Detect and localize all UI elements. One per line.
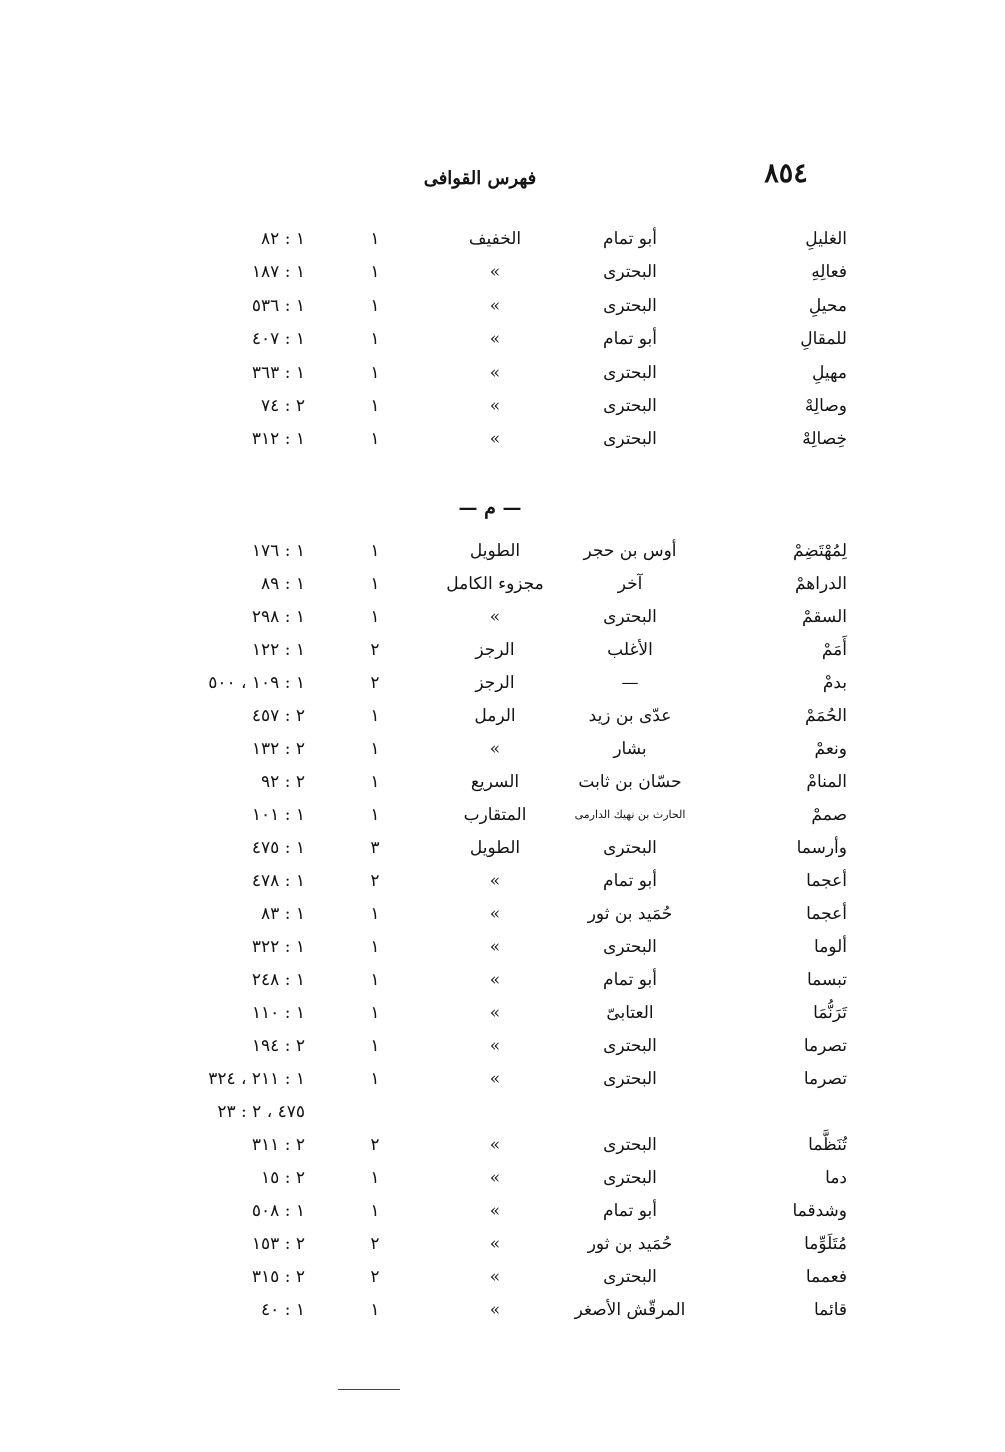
table-row [0, 932, 1005, 962]
rhyme-cell: أَمَمْ [821, 640, 847, 660]
rhyme-cell: وصالِهْ [804, 396, 847, 416]
count-cell: ١ [370, 1168, 380, 1188]
table-row [0, 899, 1005, 929]
count-cell: ١ [370, 739, 380, 759]
rhyme-cell: تصرما [803, 1069, 847, 1089]
poet-cell: الأغلب [607, 640, 653, 660]
table-row [0, 998, 1005, 1028]
poet-cell: أوس بن حجر [583, 541, 677, 561]
count-cell: ١ [370, 541, 380, 561]
poet-cell: أبو تمام [603, 229, 657, 249]
rhyme-cell: خِصالِهْ [802, 429, 847, 450]
reference-cell: ١ : ٣١٢ [251, 429, 305, 450]
poet-cell: البحترى [603, 1069, 657, 1089]
table-row [0, 767, 1005, 797]
rhyme-cell: مهيلِ [812, 362, 847, 383]
poet-cell: البحترى [603, 396, 657, 416]
table-row [0, 1196, 1005, 1226]
count-cell: ١ [370, 1300, 380, 1320]
count-cell: ١ [370, 772, 380, 792]
poet-cell: البحترى [603, 1267, 657, 1287]
poet-cell: عدّى بن زيد [588, 706, 672, 726]
poet-cell: حسّان بن ثابت [578, 772, 682, 792]
meter-cell: » [489, 362, 501, 383]
table-row [0, 358, 1005, 388]
count-cell: ١ [370, 1201, 380, 1221]
section-header: — م — [458, 497, 522, 519]
reference-cell: ١ : ٨٢ [261, 229, 305, 249]
reference-cell: ١ : ٤٧٨ [251, 871, 305, 891]
rhyme-cell: السقمْ [802, 607, 847, 627]
meter-cell: » [489, 1036, 501, 1056]
rhyme-cell: تبسما [806, 970, 847, 990]
reference-cell: ١ : ٢٤٨ [251, 970, 305, 990]
meter-cell: » [489, 1234, 501, 1254]
table-row [0, 1097, 1005, 1127]
count-cell: ١ [370, 1036, 380, 1056]
meter-cell: » [489, 1003, 501, 1023]
count-cell: ١ [370, 970, 380, 990]
meter-cell: » [489, 262, 501, 283]
reference-cell: ١ : ٤٧٥ [251, 838, 305, 858]
rhyme-cell: وأرسما [796, 838, 847, 858]
reference-cell: ١ : ٥٠٨ [251, 1201, 305, 1221]
table-row [0, 1064, 1005, 1094]
poet-cell: أبو تمام [603, 1201, 657, 1221]
poet-cell: البحترى [603, 607, 657, 627]
reference-cell: ١ : ١٠١ [251, 805, 305, 825]
meter-cell: السريع [470, 772, 520, 792]
meter-cell: مجزوء الكامل [446, 574, 544, 594]
meter-cell: الطويل [469, 838, 521, 858]
reference-cell: ١ : ٥٣٦ [251, 295, 305, 316]
table-row [0, 602, 1005, 632]
reference-cell: ٢ : ٧٤ [261, 396, 305, 416]
count-cell: ٢ [370, 1135, 380, 1155]
poet-cell: البحترى [603, 1168, 657, 1188]
rhyme-cell: تُنَظَّما [808, 1135, 847, 1155]
rhyme-cell: فعمما [805, 1267, 847, 1287]
table-row [0, 1229, 1005, 1259]
poet-cell: البحترى [603, 1135, 657, 1155]
meter-cell: » [489, 904, 501, 924]
count-cell: ٢ [370, 673, 380, 693]
count-cell: ١ [370, 229, 380, 249]
reference-cell: ١ : ١٧٦ [251, 541, 305, 561]
meter-cell: الطويل [469, 541, 521, 561]
meter-cell: » [489, 739, 501, 759]
reference-cell: ٤٧٥ ، ٢ : ٢٣ [217, 1102, 305, 1122]
reference-cell: ٢ : ١٥ [261, 1168, 305, 1188]
table-row [0, 1130, 1005, 1160]
meter-cell: » [489, 1168, 501, 1188]
reference-cell: ٢ : ١٣٢ [251, 739, 305, 759]
rhyme-cell: ونعمْ [814, 739, 847, 759]
poet-cell: البحترى [603, 362, 657, 383]
meter-cell: » [489, 970, 501, 990]
count-cell: ٢ [370, 1267, 380, 1287]
rhyme-cell: للمقالِ [800, 329, 847, 350]
table-row [0, 391, 1005, 421]
meter-cell: » [489, 1135, 501, 1155]
rhyme-cell: صممْ [811, 805, 847, 825]
table-row [0, 424, 1005, 454]
meter-cell: » [489, 607, 501, 627]
count-cell: ١ [370, 429, 380, 450]
rhyme-cell: ألوما [814, 937, 847, 957]
table-row [0, 866, 1005, 896]
rhyme-cell: أعجما [806, 871, 847, 891]
rhyme-cell: تَرَنُّمَا [813, 1003, 847, 1023]
meter-cell: الرمل [474, 706, 516, 726]
count-cell: ٣ [370, 838, 380, 858]
reference-cell: ١ : ٢٩٨ [251, 607, 305, 627]
reference-cell: ٢ : ٩٢ [261, 772, 305, 792]
table-row [0, 668, 1005, 698]
table-row [0, 569, 1005, 599]
poet-cell: أبو تمام [603, 970, 657, 990]
rhyme-cell: فعالِهِ [811, 262, 847, 283]
rhyme-cell: محيلِ [808, 295, 847, 316]
meter-cell: » [489, 1201, 501, 1221]
meter-cell: » [489, 937, 501, 957]
meter-cell: » [489, 329, 501, 350]
meter-cell: » [489, 1300, 501, 1320]
reference-cell: ٢ : ٣١٥ [251, 1267, 305, 1287]
table-row [0, 833, 1005, 863]
count-cell: ٢ [370, 640, 380, 660]
reference-cell: ١ : ٨٣ [261, 904, 305, 924]
rhyme-cell: الحُمَمْ [804, 706, 847, 726]
table-row [0, 635, 1005, 665]
poet-cell: البحترى [603, 262, 657, 283]
count-cell: ١ [370, 805, 380, 825]
table-row [0, 1031, 1005, 1061]
meter-cell: » [489, 295, 501, 316]
count-cell: ١ [370, 937, 380, 957]
poet-cell: أبو تمام [603, 871, 657, 891]
table-row [0, 1262, 1005, 1292]
meter-cell: الخفيف [468, 229, 522, 249]
count-cell: ١ [370, 607, 380, 627]
rhyme-cell: لِمُهْتَضِمْ [792, 541, 847, 561]
table-row [0, 291, 1005, 321]
rhyme-cell: تصرما [803, 1036, 847, 1056]
poet-cell: البحترى [603, 937, 657, 957]
rhyme-cell: المنامْ [806, 772, 847, 792]
meter-cell: المتقارب [463, 805, 527, 825]
count-cell: ١ [370, 1069, 380, 1089]
table-row [0, 1295, 1005, 1325]
meter-cell: » [489, 396, 501, 416]
bottom-rule [338, 1389, 400, 1390]
rhyme-cell: الدراهمْ [794, 574, 847, 594]
rhyme-cell: وشدقما [792, 1201, 847, 1221]
reference-cell: ١ : ٣٢٢ [251, 937, 305, 957]
poet-cell: البحترى [603, 429, 657, 450]
poet-cell: — [621, 673, 639, 693]
table-row [0, 734, 1005, 764]
meter-cell: » [489, 1267, 501, 1287]
rhyme-cell: أعجما [806, 904, 847, 924]
meter-cell: » [489, 1069, 501, 1089]
count-cell: ١ [370, 904, 380, 924]
count-cell: ١ [370, 362, 380, 383]
table-row [0, 324, 1005, 354]
poet-cell: البحترى [603, 295, 657, 316]
table-row [0, 800, 1005, 830]
count-cell: ١ [370, 329, 380, 350]
count-cell: ١ [370, 396, 380, 416]
page-number: ٨٥٤ [764, 158, 808, 189]
table-row [0, 224, 1005, 254]
page-title: فهرس القوافى [423, 168, 537, 189]
count-cell: ٢ [370, 871, 380, 891]
reference-cell: ٢ : ١٩٤ [251, 1036, 305, 1056]
rhyme-cell: دما [825, 1168, 847, 1188]
poet-cell: حُمَيد بن ثور [587, 904, 673, 924]
table-row [0, 1163, 1005, 1193]
reference-cell: ٢ : ٤٥٧ [251, 706, 305, 726]
rhyme-cell: بدمْ [822, 673, 847, 693]
poet-cell: البحترى [603, 838, 657, 858]
poet-cell: المرقّش الأصغر [574, 1300, 686, 1320]
rhyme-cell: قائما [813, 1300, 847, 1320]
reference-cell: ١ : ٣٦٣ [251, 362, 305, 383]
table-row [0, 701, 1005, 731]
poet-cell: آخر [617, 574, 643, 594]
meter-cell: » [489, 871, 501, 891]
reference-cell: ١ : ٢١١ ، ٣٢٤ [208, 1069, 305, 1089]
poet-cell: الحارث بن نهيك الدارمى [574, 808, 686, 821]
poet-cell: بشار [613, 739, 647, 759]
count-cell: ٢ [370, 1234, 380, 1254]
rhyme-cell: مُتَلَوِّما [804, 1234, 847, 1254]
count-cell: ١ [370, 295, 380, 316]
meter-cell: الرجز [475, 640, 515, 660]
reference-cell: ٢ : ١٥٣ [251, 1234, 305, 1254]
reference-cell: ١ : ١٢٢ [251, 640, 305, 660]
meter-cell: الرجز [475, 673, 515, 693]
reference-cell: ١ : ٨٩ [261, 574, 305, 594]
count-cell: ١ [370, 706, 380, 726]
poet-cell: البحترى [603, 1036, 657, 1056]
meter-cell: » [489, 429, 501, 450]
count-cell: ١ [370, 574, 380, 594]
reference-cell: ١ : ١٨٧ [251, 262, 305, 283]
reference-cell: ٢ : ٣١١ [251, 1135, 305, 1155]
poet-cell: العتابىّ [606, 1003, 654, 1023]
table-row [0, 536, 1005, 566]
reference-cell: ١ : ١٠٩ ، ٥٠٠ [208, 673, 305, 693]
reference-cell: ١ : ٤٠ [261, 1300, 305, 1320]
reference-cell: ١ : ١١٠ [251, 1003, 305, 1023]
count-cell: ١ [370, 1003, 380, 1023]
poet-cell: أبو تمام [603, 329, 657, 350]
poet-cell: حُمَيد بن ثور [587, 1234, 673, 1254]
table-row [0, 965, 1005, 995]
rhyme-cell: الغليلِ [805, 229, 847, 249]
table-row [0, 257, 1005, 287]
count-cell: ١ [370, 262, 380, 283]
reference-cell: ١ : ٤٠٧ [251, 329, 305, 350]
